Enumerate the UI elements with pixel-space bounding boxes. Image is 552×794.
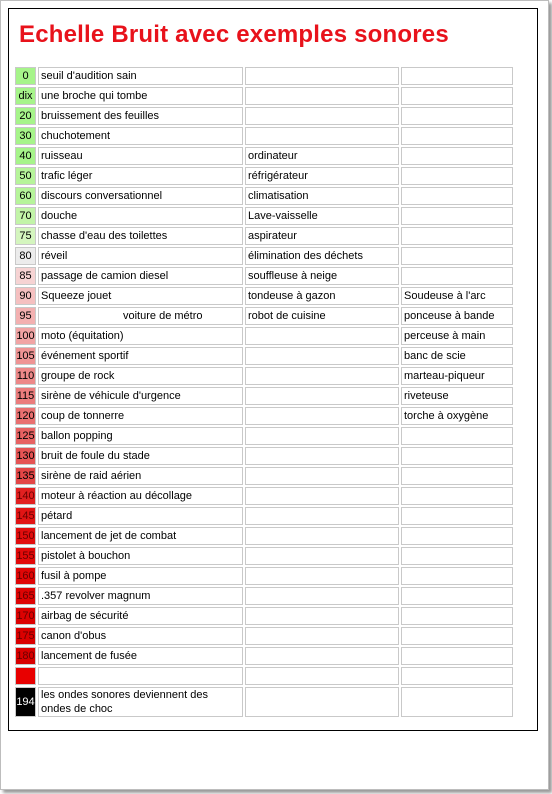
appliance-example-cell <box>245 127 399 145</box>
decibel-level-cell: 105 <box>15 347 36 365</box>
everyday-example-cell: bruit de foule du stade <box>38 447 243 465</box>
appliance-example-cell <box>245 347 399 365</box>
tool-example-cell <box>401 247 513 265</box>
table-row <box>15 687 513 717</box>
appliance-example-cell <box>245 507 399 525</box>
tool-example-cell <box>401 267 513 285</box>
everyday-example-cell: une broche qui tombe <box>38 87 243 105</box>
decibel-level-cell: 160 <box>15 567 36 585</box>
tool-example-cell <box>401 647 513 665</box>
everyday-example-cell: moteur à réaction au décollage <box>38 487 243 505</box>
appliance-example-cell <box>245 587 399 605</box>
tool-example-cell: torche à oxygène <box>401 407 513 425</box>
decibel-level-cell: 80 <box>15 247 36 265</box>
appliance-example-cell <box>245 67 399 85</box>
decibel-level-cell: 50 <box>15 167 36 185</box>
tool-example-cell: banc de scie <box>401 347 513 365</box>
everyday-example-cell: douche <box>38 207 243 225</box>
appliance-example-cell <box>245 607 399 625</box>
table-row <box>15 367 513 385</box>
tool-example-cell: perceuse à main <box>401 327 513 345</box>
table-row <box>15 307 513 325</box>
decibel-level-cell: 135 <box>15 467 36 485</box>
everyday-example-cell: Squeeze jouet <box>38 287 243 305</box>
everyday-example-cell: chasse d'eau des toilettes <box>38 227 243 245</box>
tool-example-cell: marteau-piqueur <box>401 367 513 385</box>
tool-example-cell <box>401 487 513 505</box>
everyday-example-cell: .357 revolver magnum <box>38 587 243 605</box>
everyday-example-cell: voiture de métro <box>38 307 243 325</box>
tool-example-cell <box>401 687 513 717</box>
appliance-example-cell: robot de cuisine <box>245 307 399 325</box>
table-row <box>15 447 513 465</box>
table-row <box>15 587 513 605</box>
decibel-level-cell: 194 <box>15 687 36 717</box>
everyday-example-cell: groupe de rock <box>38 367 243 385</box>
table-row <box>15 327 513 345</box>
decibel-level-cell: 120 <box>15 407 36 425</box>
everyday-example-cell: seuil d'audition sain <box>38 67 243 85</box>
decibel-level-cell: 125 <box>15 427 36 445</box>
tool-example-cell <box>401 187 513 205</box>
tool-example-cell <box>401 107 513 125</box>
decibel-level-cell: 110 <box>15 367 36 385</box>
appliance-example-cell <box>245 107 399 125</box>
table-row <box>15 267 513 285</box>
everyday-example-cell <box>38 667 243 685</box>
table-row <box>15 247 513 265</box>
tool-example-cell <box>401 627 513 645</box>
everyday-example-cell: canon d'obus <box>38 627 243 645</box>
appliance-example-cell <box>245 627 399 645</box>
everyday-example-cell: pétard <box>38 507 243 525</box>
everyday-example-cell: réveil <box>38 247 243 265</box>
tool-example-cell <box>401 567 513 585</box>
everyday-example-cell: sirène de véhicule d'urgence <box>38 387 243 405</box>
appliance-example-cell <box>245 467 399 485</box>
decibel-level-cell: 165 <box>15 587 36 605</box>
decibel-level-cell: 60 <box>15 187 36 205</box>
table-row <box>15 127 513 145</box>
everyday-example-cell: bruissement des feuilles <box>38 107 243 125</box>
tool-example-cell <box>401 87 513 105</box>
noise-scale-body <box>15 67 513 717</box>
table-row <box>15 287 513 305</box>
table-row <box>15 667 513 685</box>
table-row <box>15 347 513 365</box>
decibel-level-cell: 20 <box>15 107 36 125</box>
everyday-example-cell: discours conversationnel <box>38 187 243 205</box>
appliance-example-cell: aspirateur <box>245 227 399 245</box>
everyday-example-cell: airbag de sécurité <box>38 607 243 625</box>
decibel-level-cell: 180 <box>15 647 36 665</box>
appliance-example-cell <box>245 387 399 405</box>
everyday-example-cell: pistolet à bouchon <box>38 547 243 565</box>
table-row <box>15 167 513 185</box>
appliance-example-cell <box>245 447 399 465</box>
decibel-level-cell: 90 <box>15 287 36 305</box>
appliance-example-cell <box>245 487 399 505</box>
everyday-example-cell: trafic léger <box>38 167 243 185</box>
appliance-example-cell <box>245 687 399 717</box>
appliance-example-cell: tondeuse à gazon <box>245 287 399 305</box>
noise-scale-table <box>13 65 515 719</box>
tool-example-cell <box>401 447 513 465</box>
tool-example-cell: riveteuse <box>401 387 513 405</box>
decibel-level-cell: 130 <box>15 447 36 465</box>
everyday-example-cell: coup de tonnerre <box>38 407 243 425</box>
tool-example-cell <box>401 467 513 485</box>
tool-example-cell <box>401 587 513 605</box>
appliance-example-cell: Lave-vaisselle <box>245 207 399 225</box>
appliance-example-cell <box>245 567 399 585</box>
tool-example-cell <box>401 147 513 165</box>
everyday-example-cell: chuchotement <box>38 127 243 145</box>
appliance-example-cell: souffleuse à neige <box>245 267 399 285</box>
everyday-example-cell: ballon popping <box>38 427 243 445</box>
tool-example-cell <box>401 227 513 245</box>
tool-example-cell <box>401 207 513 225</box>
decibel-level-cell: 0 <box>15 67 36 85</box>
decibel-level-cell: 140 <box>15 487 36 505</box>
appliance-example-cell <box>245 527 399 545</box>
table-row <box>15 67 513 85</box>
appliance-example-cell <box>245 647 399 665</box>
table-row <box>15 507 513 525</box>
decibel-level-cell: 70 <box>15 207 36 225</box>
appliance-example-cell <box>245 547 399 565</box>
appliance-example-cell: élimination des déchets <box>245 247 399 265</box>
decibel-level-cell: dix <box>15 87 36 105</box>
table-row <box>15 627 513 645</box>
tool-example-cell <box>401 667 513 685</box>
appliance-example-cell <box>245 427 399 445</box>
tool-example-cell <box>401 607 513 625</box>
appliance-example-cell: réfrigérateur <box>245 167 399 185</box>
decibel-level-cell: 40 <box>15 147 36 165</box>
table-row <box>15 407 513 425</box>
decibel-level-cell: 95 <box>15 307 36 325</box>
decibel-level-cell: 30 <box>15 127 36 145</box>
decibel-level-cell: 170 <box>15 607 36 625</box>
table-row <box>15 107 513 125</box>
appliance-example-cell <box>245 367 399 385</box>
everyday-example-cell: moto (équitation) <box>38 327 243 345</box>
decibel-level-cell: 175 <box>15 627 36 645</box>
table-row <box>15 487 513 505</box>
tool-example-cell <box>401 527 513 545</box>
table-row <box>15 207 513 225</box>
tool-example-cell: ponceuse à bande <box>401 307 513 325</box>
tool-example-cell <box>401 167 513 185</box>
everyday-example-cell: fusil à pompe <box>38 567 243 585</box>
decibel-level-cell: 155 <box>15 547 36 565</box>
decibel-level-cell: 145 <box>15 507 36 525</box>
everyday-example-cell: lancement de fusée <box>38 647 243 665</box>
decibel-level-cell: 85 <box>15 267 36 285</box>
appliance-example-cell <box>245 327 399 345</box>
appliance-example-cell <box>245 87 399 105</box>
table-row <box>15 187 513 205</box>
table-row <box>15 547 513 565</box>
everyday-example-cell: les ondes sonores deviennent des ondes de choc <box>38 687 243 717</box>
page-title: Echelle Bruit avec exemples sonores <box>19 21 449 48</box>
table-row <box>15 527 513 545</box>
everyday-example-cell: lancement de jet de combat <box>38 527 243 545</box>
decibel-level-cell: 150 <box>15 527 36 545</box>
everyday-example-cell: sirène de raid aérien <box>38 467 243 485</box>
tool-example-cell <box>401 127 513 145</box>
everyday-example-cell: ruisseau <box>38 147 243 165</box>
tool-example-cell <box>401 547 513 565</box>
decibel-level-cell: 100 <box>15 327 36 345</box>
tool-example-cell <box>401 67 513 85</box>
decibel-level-cell <box>15 667 36 685</box>
table-row <box>15 87 513 105</box>
decibel-level-cell: 75 <box>15 227 36 245</box>
table-row <box>15 607 513 625</box>
everyday-example-cell: événement sportif <box>38 347 243 365</box>
appliance-example-cell: climatisation <box>245 187 399 205</box>
table-row <box>15 227 513 245</box>
appliance-example-cell <box>245 407 399 425</box>
tool-example-cell <box>401 507 513 525</box>
table-row <box>15 387 513 405</box>
table-row <box>15 427 513 445</box>
appliance-example-cell <box>245 667 399 685</box>
table-row <box>15 647 513 665</box>
table-row <box>15 567 513 585</box>
appliance-example-cell: ordinateur <box>245 147 399 165</box>
everyday-example-cell: passage de camion diesel <box>38 267 243 285</box>
table-row <box>15 467 513 485</box>
decibel-level-cell: 115 <box>15 387 36 405</box>
table-row <box>15 147 513 165</box>
tool-example-cell: Soudeuse à l'arc <box>401 287 513 305</box>
tool-example-cell <box>401 427 513 445</box>
